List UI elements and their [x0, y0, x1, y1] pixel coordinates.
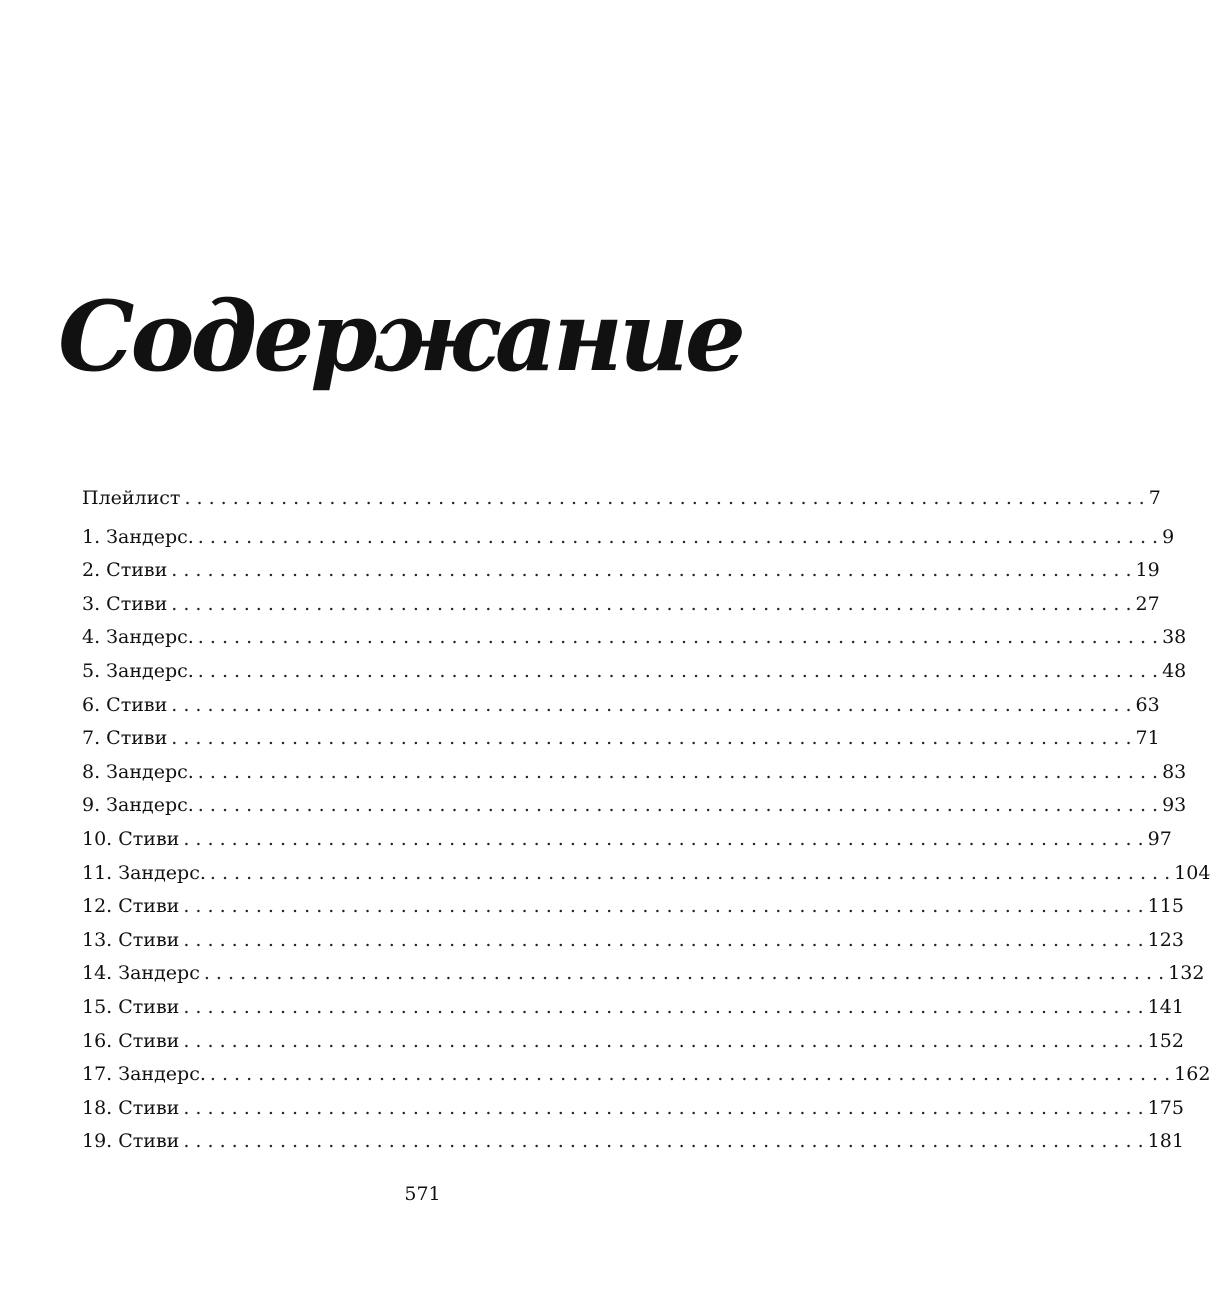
toc-entry[interactable]	[82, 1025, 1184, 1059]
toc-entry-page: 97	[1147, 827, 1172, 850]
toc-entry-page: 38	[1162, 626, 1187, 649]
toc-entry[interactable]	[82, 722, 1160, 756]
toc-entry-page: 123	[1147, 928, 1184, 951]
toc-entry-title: 16. Стиви	[82, 1029, 180, 1052]
toc-entry[interactable]	[82, 890, 1184, 924]
toc-entry-title: 9. Зандерс.	[82, 794, 194, 817]
toc-entry[interactable]	[82, 1092, 1184, 1126]
toc-entry[interactable]	[82, 756, 1187, 790]
toc-entry-page: 63	[1135, 693, 1160, 716]
toc-entry-page: 181	[1147, 1130, 1184, 1153]
toc-entry-page: 104	[1174, 861, 1210, 884]
toc-entry[interactable]	[82, 1058, 1210, 1092]
toc-entry[interactable]	[82, 482, 1161, 516]
toc-entry-page: 19	[1135, 559, 1160, 582]
toc-entry-title: 5. Зандерс.	[82, 659, 194, 682]
toc-entry-title: 15. Стиви	[82, 995, 180, 1018]
toc-entry-title: 12. Стиви	[82, 895, 180, 918]
toc-entry-title: 8. Зандерс.	[82, 760, 194, 783]
toc-entry-title: 11. Зандерс.	[82, 861, 206, 884]
dot-leader	[198, 756, 1158, 790]
table-of-contents	[82, 482, 1210, 1159]
dot-leader	[198, 521, 1158, 555]
dot-leader	[171, 588, 1131, 622]
toc-entry-page: 48	[1162, 659, 1187, 682]
toc-entry-page: 132	[1168, 962, 1205, 985]
dot-leader	[183, 924, 1143, 958]
toc-entry-title: 13. Стиви	[82, 928, 180, 951]
toc-entry[interactable]	[82, 789, 1187, 823]
toc-entry[interactable]	[82, 924, 1184, 958]
dot-leader	[171, 689, 1131, 723]
toc-entry[interactable]	[82, 621, 1187, 655]
toc-entry-title: 14. Зандерс	[82, 962, 200, 985]
dot-leader	[171, 554, 1131, 588]
dot-leader	[210, 857, 1170, 891]
toc-entry-page: 27	[1135, 592, 1160, 615]
toc-entry-title: 1. Зандерс.	[82, 525, 194, 548]
toc-entry-page: 115	[1147, 895, 1184, 918]
toc-entry-page: 7	[1148, 487, 1161, 509]
toc-entry-page: 152	[1147, 1029, 1184, 1052]
toc-entry-title: 6. Стиви	[82, 693, 168, 716]
toc-entry-title: 2. Стиви	[82, 559, 168, 582]
dot-leader	[183, 890, 1143, 924]
page-title	[58, 270, 742, 405]
toc-entry[interactable]	[82, 521, 1175, 555]
dot-leader	[198, 621, 1158, 655]
toc-entry-title: 17. Зандерс.	[82, 1063, 206, 1086]
toc-entry[interactable]	[82, 655, 1187, 689]
page-number: 571	[404, 1183, 441, 1205]
toc-entry[interactable]	[82, 991, 1184, 1025]
dot-leader	[183, 823, 1143, 857]
toc-entry-title: 3. Стиви	[82, 592, 168, 615]
toc-entry-title: 10. Стиви	[82, 827, 180, 850]
dot-leader	[210, 1058, 1170, 1092]
toc-entry-page: 175	[1147, 1096, 1184, 1119]
toc-entry[interactable]	[82, 857, 1210, 891]
toc-entry[interactable]	[82, 1125, 1184, 1159]
toc-entry[interactable]	[82, 957, 1205, 991]
dot-leader	[183, 991, 1143, 1025]
toc-entry-page: 141	[1147, 995, 1184, 1018]
toc-entry[interactable]	[82, 588, 1160, 622]
dot-leader	[184, 482, 1144, 516]
dot-leader	[198, 655, 1158, 689]
page-title-text: Содержание	[58, 280, 742, 393]
dot-leader	[204, 957, 1164, 991]
toc-entry-page: 71	[1135, 727, 1160, 750]
toc-entry-page: 9	[1162, 525, 1175, 548]
toc-entry-title: 4. Зандерс.	[82, 626, 194, 649]
dot-leader	[183, 1092, 1143, 1126]
toc-entry-title: Плейлист	[82, 487, 181, 509]
dot-leader	[171, 722, 1131, 756]
toc-entry-title: 19. Стиви	[82, 1130, 180, 1153]
toc-entry-title: 7. Стиви	[82, 727, 168, 750]
toc-entry-page: 93	[1162, 794, 1187, 817]
toc-entry[interactable]	[82, 823, 1172, 857]
toc-entry-title: 18. Стиви	[82, 1096, 180, 1119]
dot-leader	[198, 789, 1158, 823]
toc-entry[interactable]	[82, 554, 1160, 588]
dot-leader	[183, 1025, 1143, 1059]
toc-entry[interactable]	[82, 689, 1160, 723]
toc-entry-page: 83	[1162, 760, 1187, 783]
toc-entry-page: 162	[1174, 1063, 1210, 1086]
dot-leader	[183, 1125, 1143, 1159]
